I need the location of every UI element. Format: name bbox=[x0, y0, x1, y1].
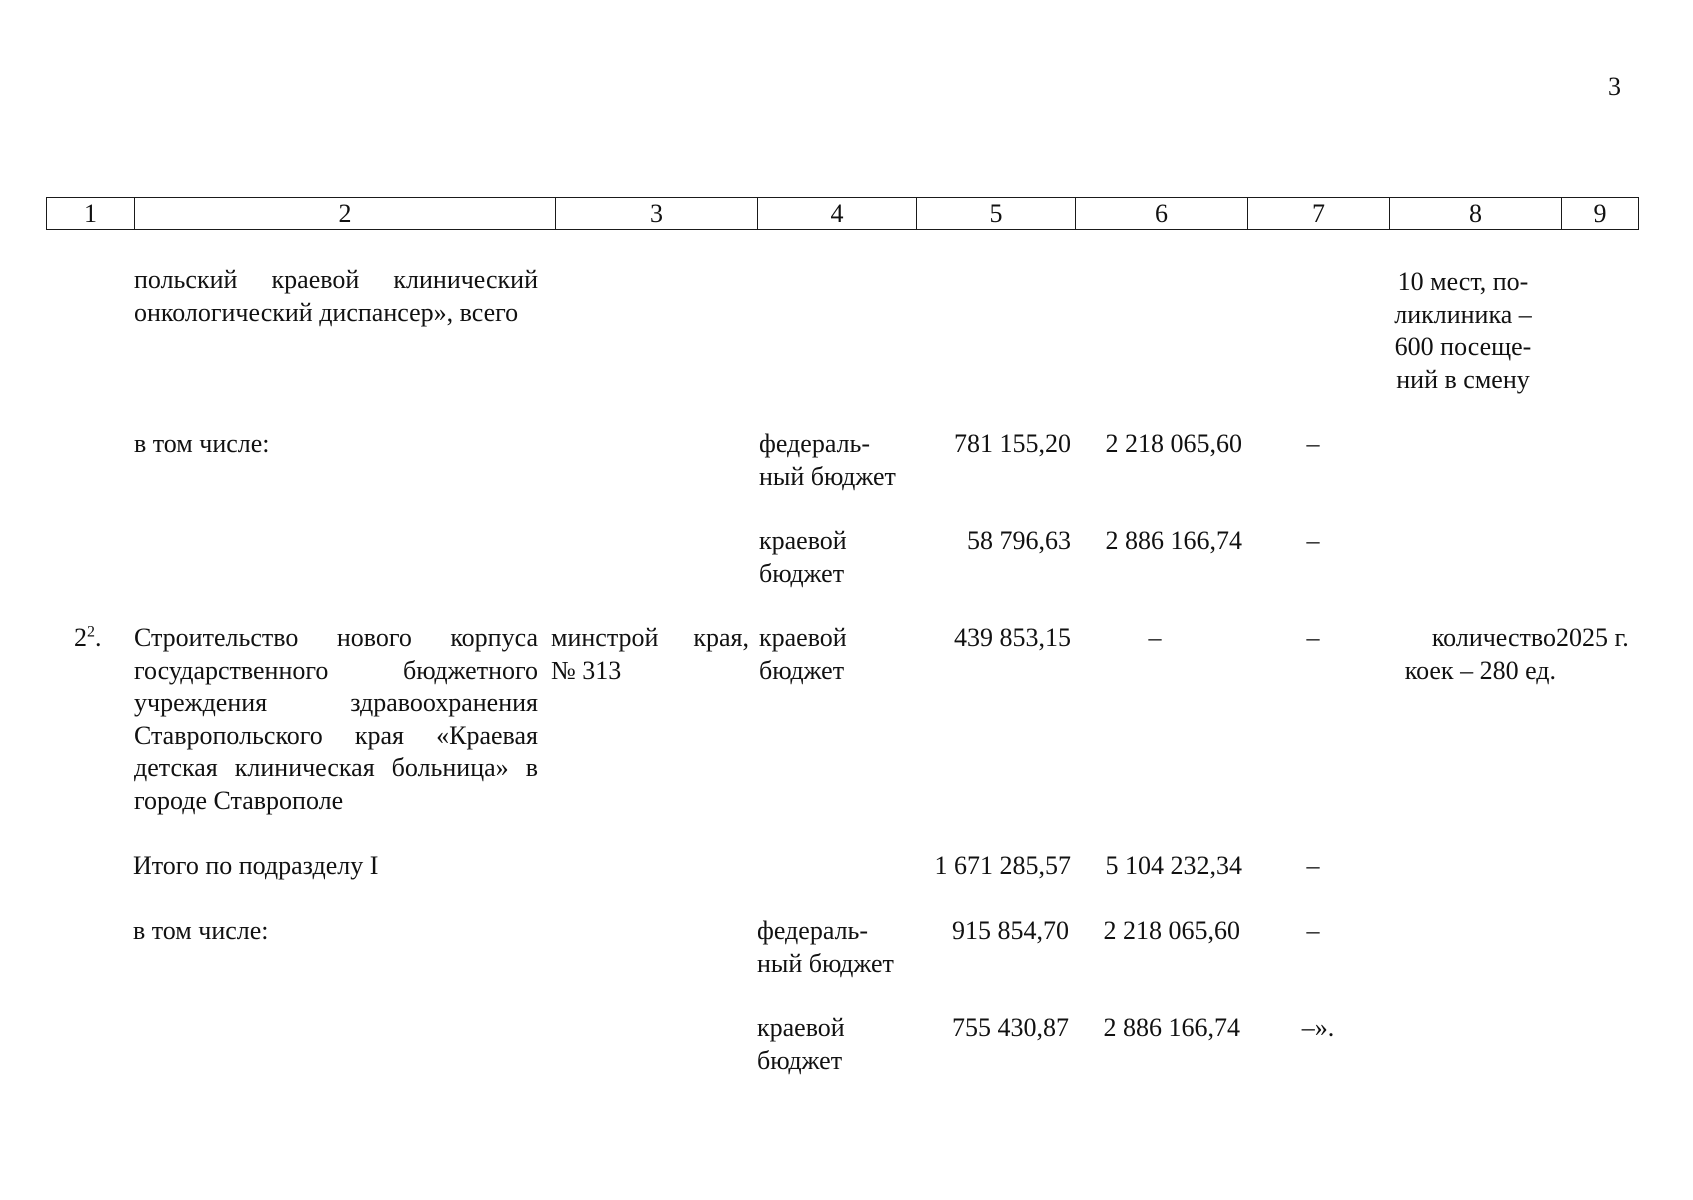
amount-col5: 781 155,20 bbox=[954, 429, 1071, 458]
object-name: Строительство нового корпуса государственного бюджетного учреждения здравоохранения Ставропольского края «Краевая детская клиническая больница» в городе Ставрополе bbox=[134, 623, 538, 815]
amount-col6: 5 104 232,34 bbox=[1105, 851, 1242, 880]
funding-source-federal: федераль- ный бюджет bbox=[757, 916, 894, 978]
page-number: 3 bbox=[1608, 72, 1621, 101]
amount-col7: – bbox=[1306, 851, 1320, 880]
object-capacity: 10 мест, по- ликлиника – 600 посеще- ний в смену bbox=[1394, 267, 1532, 394]
amount-col6: 2 218 065,60 bbox=[1105, 429, 1242, 458]
row-number: $2^2$. bbox=[74, 623, 102, 652]
object-name-continued: польский краевой клинический онкологический диспансер», всего bbox=[134, 265, 538, 327]
funding-source-regional: краевой бюджет bbox=[757, 1013, 845, 1075]
amount-col5: 755 430,87 bbox=[952, 1013, 1069, 1042]
amount-col6: 2 886 166,74 bbox=[1103, 1013, 1240, 1042]
column-header-6: 6 bbox=[1076, 198, 1248, 230]
funding-source-federal: федераль- ный бюджет bbox=[759, 429, 896, 491]
column-header-4: 4 bbox=[758, 198, 917, 230]
object-capacity: количество коек – 280 ед. bbox=[1404, 623, 1556, 685]
column-number-header bbox=[46, 197, 1639, 230]
including-label: в том числе: bbox=[134, 429, 270, 458]
column-header-3: 3 bbox=[556, 198, 758, 230]
completion-year: 2025 г. bbox=[1556, 623, 1629, 652]
subtotal-label: Итого по подразделу I bbox=[133, 851, 379, 880]
amount-col5: 915 854,70 bbox=[952, 916, 1069, 945]
column-header-7: 7 bbox=[1248, 198, 1390, 230]
column-header-1: 1 bbox=[47, 198, 135, 230]
column-header-5: 5 bbox=[917, 198, 1076, 230]
amount-col6: – bbox=[1148, 623, 1162, 652]
amount-col7: – bbox=[1306, 623, 1320, 652]
amount-col7: – bbox=[1306, 526, 1320, 555]
amount-col6: 2 218 065,60 bbox=[1103, 916, 1240, 945]
funding-source-regional: краевой бюджет bbox=[759, 623, 847, 685]
amount-col5: 439 853,15 bbox=[954, 623, 1071, 652]
funding-source-regional: краевой бюджет bbox=[759, 526, 847, 588]
amount-col7: –». bbox=[1301, 1013, 1335, 1042]
column-header-9: 9 bbox=[1562, 198, 1639, 230]
amount-col5: 1 671 285,57 bbox=[934, 851, 1071, 880]
customer: минстрой края, № 313 bbox=[551, 623, 749, 685]
amount-col5: 58 796,63 bbox=[967, 526, 1071, 555]
column-header-8: 8 bbox=[1390, 198, 1562, 230]
amount-col6: 2 886 166,74 bbox=[1105, 526, 1242, 555]
column-header-2: 2 bbox=[135, 198, 556, 230]
amount-col7: – bbox=[1306, 429, 1320, 458]
amount-col7: – bbox=[1306, 916, 1320, 945]
including-label: в том числе: bbox=[133, 916, 269, 945]
